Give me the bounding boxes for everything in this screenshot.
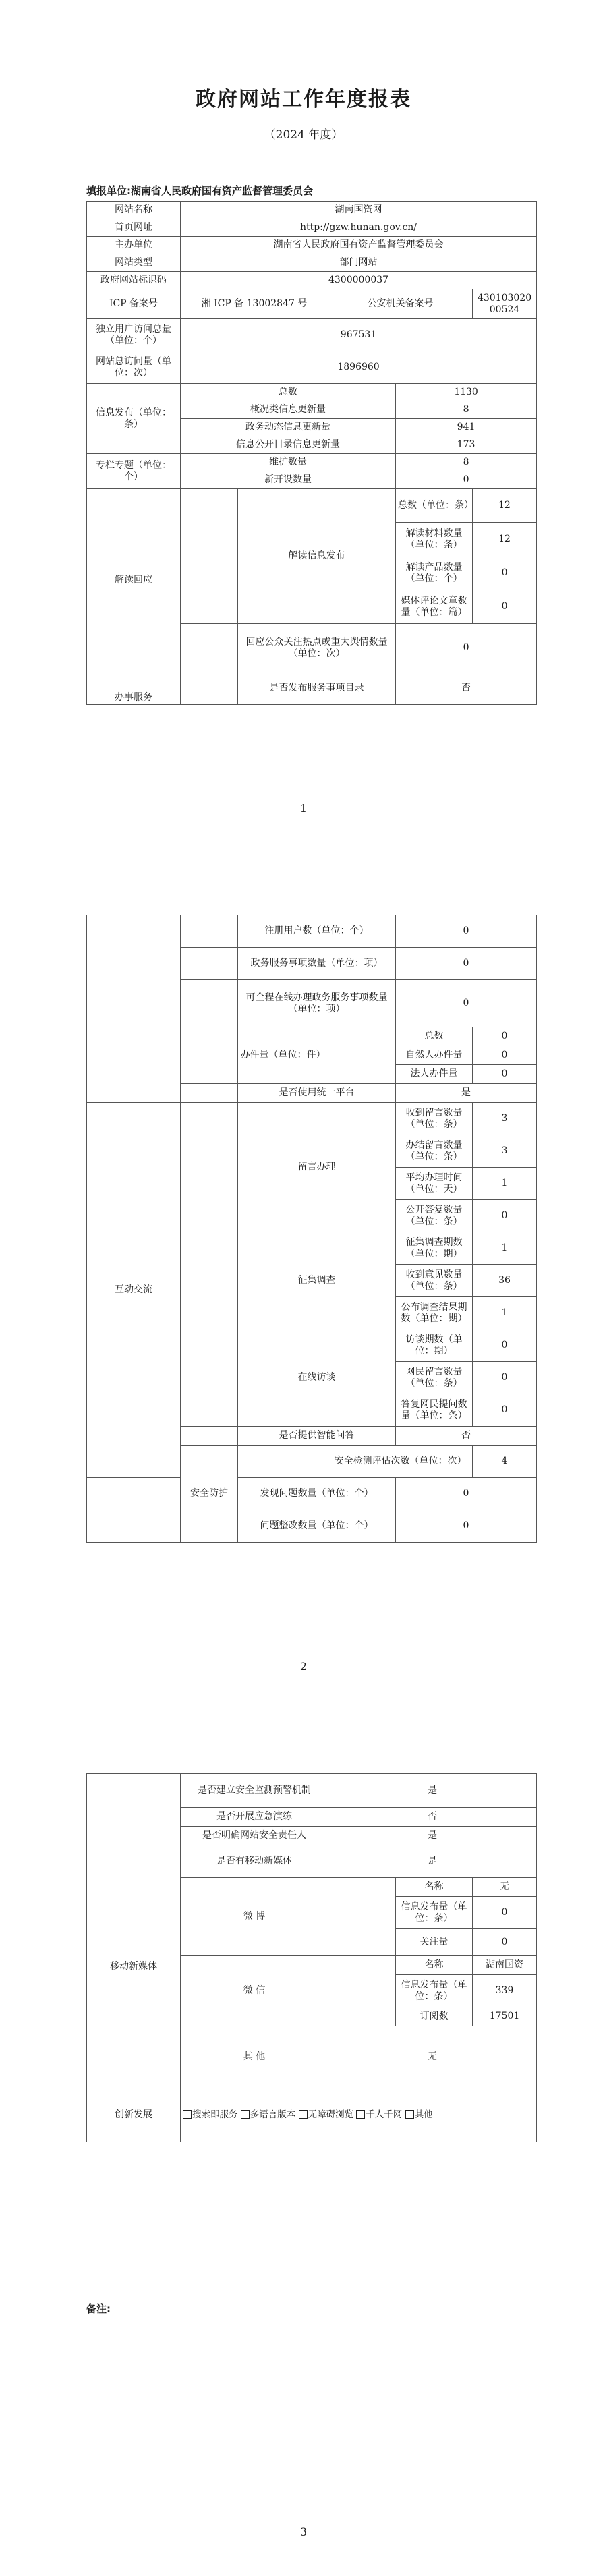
fixed-label: 问题整改数量（单位：个） xyxy=(238,1510,396,1543)
interpret-pub-label: 解读信息发布 xyxy=(238,489,396,624)
page-1 xyxy=(0,0,607,859)
blank-cell xyxy=(181,1084,238,1103)
overview-label: 概况类信息更新量 xyxy=(181,401,396,419)
uv-value: 967531 xyxy=(181,319,537,351)
interpret-media-value: 0 xyxy=(473,590,537,624)
interview-label: 在线访谈 xyxy=(238,1329,396,1427)
survey-periods-value: 1 xyxy=(473,1232,537,1265)
warning-value: 是 xyxy=(328,1774,537,1808)
interpret-respond-label: 回应公众关注热点或重大舆情数量（单位：次） xyxy=(238,624,396,672)
blank-cell xyxy=(87,1510,181,1543)
publish-label: 信息发布（单位：条） xyxy=(87,384,181,454)
interpret-media-label: 媒体评论文章数量（单位：篇） xyxy=(396,590,473,624)
remarks-label: 备注: xyxy=(86,2303,111,2315)
option-label: 千人千网 xyxy=(366,2109,403,2120)
interview-periods-value: 0 xyxy=(473,1329,537,1362)
blank-cell xyxy=(181,948,238,980)
weibo-label: 微 博 xyxy=(181,1878,328,1956)
column-label: 专栏专题（单位：个） xyxy=(87,454,181,489)
option-label: 无障碍浏览 xyxy=(308,2109,354,2120)
page-3 xyxy=(0,1717,607,2576)
interpret-total-value: 12 xyxy=(473,489,537,523)
option-label: 搜索即服务 xyxy=(192,2109,238,2120)
blank-cell xyxy=(181,1232,238,1329)
other-label: 其 他 xyxy=(181,2026,328,2088)
checks-label: 安全检测评估次数（单位：次） xyxy=(328,1446,473,1478)
found-label: 发现问题数量（单位：个） xyxy=(238,1478,396,1510)
pv-label: 网站总访问量（单位：次） xyxy=(87,351,181,384)
sponsor-value: 湖南省人民政府国有资产监督管理委员会 xyxy=(181,237,537,254)
avg-value: 1 xyxy=(473,1168,537,1200)
person-value: 0 xyxy=(473,1046,537,1065)
answers-value: 0 xyxy=(473,1394,537,1427)
site-name-label: 网站名称 xyxy=(87,202,181,219)
opinions-label: 收到意见数量（单位：条） xyxy=(396,1265,473,1297)
service-publish-value: 否 xyxy=(396,672,537,705)
weibo-name-label: 名称 xyxy=(396,1878,473,1897)
option-label: 多语言版本 xyxy=(250,2109,296,2120)
weibo-posts-value: 0 xyxy=(473,1897,537,1929)
interpret-material-label: 解读材料数量（单位：条） xyxy=(396,523,473,556)
page-number-1: 1 xyxy=(299,802,308,815)
innovation-label: 创新发展 xyxy=(87,2088,181,2142)
wechat-name-label: 名称 xyxy=(396,1956,473,1975)
legal-label: 法人办件量 xyxy=(396,1065,473,1084)
interpret-total-label: 总数（单位：条） xyxy=(396,489,473,523)
media-label: 移动新媒体 xyxy=(87,1845,181,2088)
page-2 xyxy=(0,859,607,1717)
police-value: 43010302000524 xyxy=(473,289,537,319)
checkbox-search-service[interactable] xyxy=(183,2110,192,2119)
blank-cell xyxy=(181,1427,238,1446)
drill-value: 否 xyxy=(328,1808,537,1827)
sponsor-label: 主办单位 xyxy=(87,237,181,254)
site-type-value: 部门网站 xyxy=(181,254,537,272)
checks-value: 4 xyxy=(473,1446,537,1478)
blank-cell xyxy=(328,1878,396,1956)
users-value: 0 xyxy=(396,915,537,948)
handle-total-value: 0 xyxy=(473,1027,537,1046)
report-table-part-2 xyxy=(86,915,537,1543)
blank-cell xyxy=(87,1478,181,1510)
questions-label: 网民留言数量（单位：条） xyxy=(396,1362,473,1394)
blank-cell xyxy=(181,915,238,948)
dynamic-label: 政务动态信息更新量 xyxy=(181,419,396,436)
checkbox-accessibility[interactable] xyxy=(299,2110,308,2119)
checkbox-personalized[interactable] xyxy=(356,2110,365,2119)
survey-label: 征集调查 xyxy=(238,1232,396,1329)
column-new-label: 新开设数量 xyxy=(181,471,396,489)
received-label: 收到留言数量（单位：条） xyxy=(396,1103,473,1135)
page-number-2: 2 xyxy=(299,1660,308,1673)
security-label: 安全防护 xyxy=(181,1446,238,1543)
legal-value: 0 xyxy=(473,1065,537,1084)
results-value: 1 xyxy=(473,1297,537,1329)
interpret-product-value: 0 xyxy=(473,556,537,590)
blank-cell xyxy=(181,1329,238,1427)
wechat-subs-value: 17501 xyxy=(473,2007,537,2026)
interact-label: 互动交流 xyxy=(87,1103,181,1478)
received-value: 3 xyxy=(473,1103,537,1135)
dynamic-value: 941 xyxy=(396,419,537,436)
home-url-label: 首页网址 xyxy=(87,219,181,237)
msg-label: 留言办理 xyxy=(238,1103,396,1232)
filler-unit: 填报单位:湖南省人民政府国有资产监督管理委员会 xyxy=(86,185,314,197)
site-type-label: 网站类型 xyxy=(87,254,181,272)
public-value: 0 xyxy=(473,1200,537,1232)
questions-value: 0 xyxy=(473,1362,537,1394)
blank-cell xyxy=(181,624,238,672)
report-table-part-1 xyxy=(86,201,537,705)
interview-periods-label: 访谈期数（单位：期） xyxy=(396,1329,473,1362)
service-publish-label: 是否发布服务事项目录 xyxy=(238,672,396,705)
blank-cell xyxy=(87,915,181,1103)
weibo-name-value: 无 xyxy=(473,1878,537,1897)
interpret-label: 解读回应 xyxy=(87,489,181,672)
online-value: 0 xyxy=(396,980,537,1027)
users-label: 注册用户数（单位：个） xyxy=(238,915,396,948)
weibo-posts-label: 信息发布量（单位：条） xyxy=(396,1897,473,1929)
blank-cell xyxy=(181,672,238,705)
unified-value: 是 xyxy=(396,1084,537,1103)
checkbox-other[interactable] xyxy=(405,2110,414,2119)
interpret-product-label: 解读产品数量（单位：个） xyxy=(396,556,473,590)
wechat-name-value: 湖南国资 xyxy=(473,1956,537,1975)
catalog-value: 173 xyxy=(396,436,537,454)
blank-cell xyxy=(181,1103,238,1232)
column-maintain-value: 8 xyxy=(396,454,537,471)
media-has-label: 是否有移动新媒体 xyxy=(181,1845,328,1878)
online-label: 可全程在线办理政务服务事项数量（单位：项） xyxy=(238,980,396,1027)
icp-value: 湘 ICP 备 13002847 号 xyxy=(181,289,328,319)
report-title: 政府网站工作年度报表 xyxy=(196,88,411,111)
opinions-value: 36 xyxy=(473,1265,537,1297)
items-label: 政务服务事项数量（单位：项） xyxy=(238,948,396,980)
site-code-label: 政府网站标识码 xyxy=(87,272,181,289)
handle-label: 办件量（单位：件） xyxy=(238,1027,328,1084)
found-value: 0 xyxy=(396,1478,537,1510)
blank-cell xyxy=(181,489,238,624)
police-label: 公安机关备案号 xyxy=(328,289,473,319)
smart-value: 否 xyxy=(396,1427,537,1446)
blank-cell xyxy=(238,1446,328,1478)
column-maintain-label: 维护数量 xyxy=(181,454,396,471)
smart-label: 是否提供智能问答 xyxy=(238,1427,396,1446)
public-label: 公开答复数量（单位：条） xyxy=(396,1200,473,1232)
blank-cell xyxy=(87,1774,181,1845)
done-label: 办结留言数量（单位：条） xyxy=(396,1135,473,1168)
owner-label: 是否明确网站安全责任人 xyxy=(181,1827,328,1845)
answers-label: 答复网民提问数量（单位：条） xyxy=(396,1394,473,1427)
blank-cell xyxy=(328,1956,396,2026)
person-label: 自然人办件量 xyxy=(396,1046,473,1065)
survey-periods-label: 征集调查期数（单位：期） xyxy=(396,1232,473,1265)
wechat-label: 微 信 xyxy=(181,1956,328,2026)
report-year: （2024 年度） xyxy=(264,128,343,142)
icp-label: ICP 备案号 xyxy=(87,289,181,319)
other-value: 无 xyxy=(328,2026,537,2088)
fixed-value: 0 xyxy=(396,1510,537,1543)
interpret-material-value: 12 xyxy=(473,523,537,556)
checkbox-multilingual[interactable] xyxy=(241,2110,250,2119)
site-name-value: 湖南国资网 xyxy=(181,202,537,219)
blank-cell xyxy=(328,1027,396,1084)
overview-value: 8 xyxy=(396,401,537,419)
warning-label: 是否建立安全监测预警机制 xyxy=(181,1774,328,1808)
column-new-value: 0 xyxy=(396,471,537,489)
weibo-followers-label: 关注量 xyxy=(396,1929,473,1956)
wechat-subs-label: 订阅数 xyxy=(396,2007,473,2026)
catalog-label: 信息公开目录信息更新量 xyxy=(181,436,396,454)
pv-value: 1896960 xyxy=(181,351,537,384)
blank-cell xyxy=(181,1027,238,1084)
report-table-part-3 xyxy=(86,1773,537,2142)
service-label: 办事服务 xyxy=(87,672,181,705)
weibo-followers-value: 0 xyxy=(473,1929,537,1956)
option-label: 其他 xyxy=(414,2109,433,2120)
publish-total-label: 总数 xyxy=(181,384,396,401)
avg-label: 平均办理时间（单位：天） xyxy=(396,1168,473,1200)
drill-label: 是否开展应急演练 xyxy=(181,1808,328,1827)
handle-total-label: 总数 xyxy=(396,1027,473,1046)
home-url-value[interactable]: http://gzw.hunan.gov.cn/ xyxy=(181,219,537,237)
results-label: 公布调查结果期数（单位：期） xyxy=(396,1297,473,1329)
interpret-respond-value: 0 xyxy=(396,624,537,672)
owner-value: 是 xyxy=(328,1827,537,1845)
page-number-3: 3 xyxy=(299,2525,308,2538)
items-value: 0 xyxy=(396,948,537,980)
innovation-options xyxy=(181,2088,537,2142)
unified-label: 是否使用统一平台 xyxy=(238,1084,396,1103)
uv-label: 独立用户访问总量（单位：个） xyxy=(87,319,181,351)
done-value: 3 xyxy=(473,1135,537,1168)
publish-total-value: 1130 xyxy=(396,384,537,401)
wechat-posts-label: 信息发布量（单位：条） xyxy=(396,1975,473,2007)
site-code-value: 4300000037 xyxy=(181,272,537,289)
blank-cell xyxy=(181,980,238,1027)
wechat-posts-value: 339 xyxy=(473,1975,537,2007)
media-has-value: 是 xyxy=(328,1845,537,1878)
